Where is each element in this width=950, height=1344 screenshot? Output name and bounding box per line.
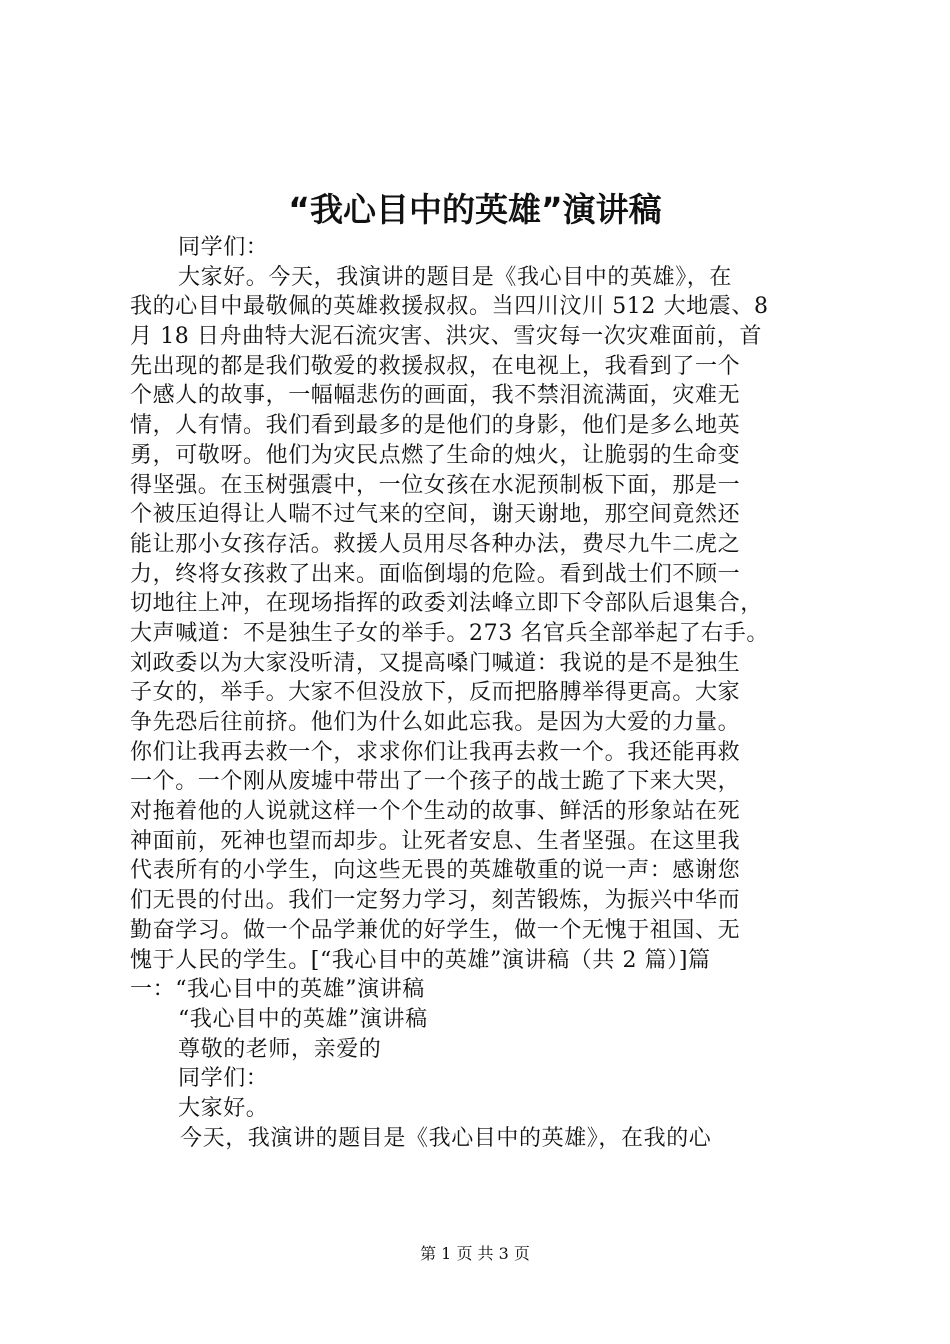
- paragraph-line: 对拖着他的人说就这样一个个生动的故事、鲜活的形象站在死: [130, 799, 741, 825]
- paragraph-line: 一：“我心目中的英雄”演讲稿: [130, 977, 425, 1003]
- paragraph-line: 子女的，举手。大家不但没放下，反而把胳膊举得更高。大家: [130, 680, 741, 706]
- paragraph-line: 大声喊道：不是独生子女的举手。273 名官兵全部举起了右手。: [130, 620, 769, 646]
- paragraph-line: 争先恐后往前挤。他们为什么如此忘我。是因为大爱的力量。: [130, 710, 741, 735]
- document-body: [130, 233, 840, 1153]
- paragraph-line: 勤奋学习。做一个品学兼优的好学生，做一个无愧于祖国、无: [130, 917, 741, 943]
- paragraph-line: 你们让我再去救一个，求求你们让我再去救一个。我还能再救: [130, 739, 741, 765]
- paragraph-line: 尊敬的老师，亲爱的: [178, 1036, 382, 1062]
- paragraph-line: 得坚强。在玉树强震中，一位女孩在水泥预制板下面，那是一: [130, 472, 741, 498]
- paragraph-line: 刘政委以为大家没听清，又提高嗓门喊道：我说的是不是独生: [130, 650, 741, 676]
- paragraph-line: 同学们：: [178, 1066, 269, 1092]
- paragraph-line: 今天，我演讲的题目是《我心目中的英雄》，在我的心: [180, 1125, 712, 1151]
- paragraph-line: 力，终将女孩救了出来。面临倒塌的危险。看到战士们不顾一: [130, 561, 741, 587]
- paragraph-line: 们无畏的付出。我们一定努力学习，刻苦锻炼，为振兴中华而: [130, 888, 741, 914]
- document-title: “我心目中的英雄”演讲稿: [288, 190, 662, 229]
- paragraph-line: 神面前，死神也望而却步。让死者安息、生者坚强。在这里我: [130, 828, 741, 854]
- paragraph-line: 我的心目中最敬佩的英雄救援叔叔。当四川汶川 512 大地震、8: [130, 294, 769, 320]
- paragraph-line: 同学们：: [178, 235, 269, 260]
- paragraph-line: 个感人的故事，一幅幅悲伤的画面，我不禁泪流满面，灾难无: [130, 383, 741, 409]
- paragraph-line: 个被压迫得让人喘不过气来的空间，谢天谢地，那空间竟然还: [130, 502, 741, 528]
- paragraph-line: 情，人有情。我们看到最多的是他们的身影，他们是多么地英: [130, 413, 741, 439]
- paragraph-line: 勇，可敬呀。他们为灾民点燃了生命的烛火，让脆弱的生命变: [130, 442, 741, 468]
- paragraph-line: 先出现的都是我们敬爱的救援叔叔，在电视上，我看到了一个: [130, 353, 741, 379]
- paragraph-line: 大家好。: [178, 1095, 269, 1121]
- paragraph-line: 一个。一个刚从废墟中带出了一个孩子的战士跪了下来大哭，: [130, 769, 741, 795]
- paragraph-line: 愧于人民的学生。[“我心目中的英雄”演讲稿（共 2 篇）]篇: [130, 947, 711, 973]
- paragraph-line: 切地往上冲，在现场指挥的政委刘法峰立即下令部队后退集合，: [130, 591, 763, 617]
- paragraph-line: “我心目中的英雄”演讲稿: [178, 1006, 428, 1032]
- paragraph-line: 能让那小女孩存活。救援人员用尽各种办法，费尽九牛二虎之: [130, 531, 741, 557]
- paragraph-line: 代表所有的小学生，向这些无畏的英雄敬重的说一声：感谢您: [130, 858, 741, 884]
- paragraph-line: 月 18 日舟曲特大泥石流灾害、洪灾、雪灾每一次灾难面前，首: [130, 324, 762, 350]
- page-footer: 第 1 页 共 3 页: [420, 1244, 530, 1263]
- paragraph-line: 大家好。今天，我演讲的题目是《我心目中的英雄》，在: [178, 264, 733, 290]
